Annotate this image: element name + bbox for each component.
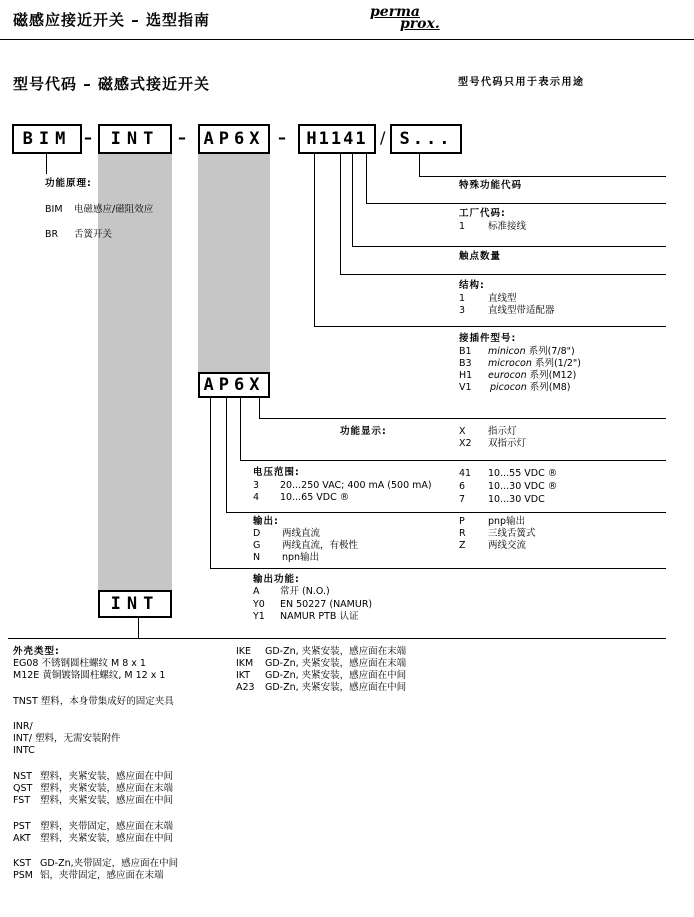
line — [366, 154, 367, 203]
code-box-bim: BIM — [12, 124, 82, 154]
code-dash: – — [178, 128, 186, 147]
connector-heading: 接插件型号: — [459, 333, 517, 344]
output-function-desc: 常开 (N.O.) — [280, 586, 330, 597]
housing-desc: 塑料，本身带集成好的固定夹具 — [40, 696, 174, 707]
display-desc: 双指示灯 — [488, 438, 527, 449]
housing-heading: 外壳类型: — [13, 646, 60, 657]
housing-desc: 黄铜镀铬圆柱螺纹, M 12 x 1 — [42, 670, 166, 681]
ap6x-gray-bar — [198, 154, 270, 372]
housing-desc: 塑料，无需安装附件 — [34, 733, 121, 744]
line — [210, 398, 211, 568]
structure-code: 1 — [459, 293, 466, 304]
factory-desc: 标准接线 — [488, 221, 527, 232]
housing-desc: 塑料，夹紧安装，感应面在中间 — [40, 795, 174, 806]
voltage-code: 3 — [253, 480, 260, 491]
page-title: 磁感应接近开关 – 选型指南 — [13, 11, 210, 29]
connector-code: H1 — [459, 370, 473, 381]
code-box-special: S... — [390, 124, 462, 154]
code-box-ap6x: AP6X — [198, 124, 270, 154]
housing-code: INT/ — [13, 733, 32, 744]
output-heading: 输出: — [253, 516, 279, 527]
output-code: N — [253, 552, 261, 563]
display-heading: 功能显示: — [340, 426, 387, 437]
connector-desc: 系列(1/2") — [534, 358, 582, 369]
housing-code: KST — [13, 858, 32, 869]
code-box-int: INT — [98, 124, 172, 154]
line — [314, 326, 666, 327]
voltage-desc: 10...65 VDC ® — [280, 492, 350, 503]
output-function-desc: NAMUR PTB 认证 — [280, 611, 359, 622]
output-code: Z — [459, 540, 466, 551]
connector-name: microcon — [488, 358, 532, 369]
housing-code: INTC — [13, 745, 35, 756]
voltage-desc: 10...55 VDC ® — [488, 468, 558, 479]
code-dash: – — [84, 128, 92, 147]
housing-code: QST — [13, 783, 33, 794]
housing-desc: GD-Zn,夹带固定，感应面在中间 — [40, 858, 179, 869]
voltage-desc: 20...250 VAC; 400 mA (500 mA) — [280, 480, 432, 491]
output-desc: 两线直流 — [282, 528, 321, 539]
connector-name: eurocon — [488, 370, 527, 381]
output-code: R — [459, 528, 466, 539]
structure-desc: 直线型带适配器 — [488, 305, 555, 316]
line — [240, 398, 241, 460]
housing-code: IKE — [236, 646, 252, 657]
housing-desc: GD-Zn, 夹紧安装，感应面在中间 — [265, 682, 407, 693]
connector-name: minicon — [488, 346, 526, 357]
factory-heading: 工厂代码: — [459, 208, 506, 219]
structure-code: 3 — [459, 305, 466, 316]
connector-desc: 系列(M12) — [529, 370, 577, 381]
line — [210, 568, 666, 569]
code-dash: – — [278, 128, 286, 147]
housing-desc: GD-Zn, 夹紧安装，感应面在末端 — [265, 646, 407, 657]
housing-desc: 塑料，夹紧安装，感应面在中间 — [40, 771, 174, 782]
line — [226, 512, 666, 513]
logo-top-text: perma — [370, 4, 420, 20]
housing-code: PST — [13, 821, 31, 832]
housing-desc: GD-Zn, 夹紧安装，感应面在中间 — [265, 670, 407, 681]
connector-desc: 系列(M8) — [529, 382, 571, 393]
voltage-code: 4 — [253, 492, 260, 503]
voltage-desc: 10...30 VDC ® — [488, 481, 558, 492]
line — [352, 246, 666, 247]
voltage-desc: 10...30 VDC — [488, 494, 545, 505]
line — [419, 176, 666, 177]
housing-code: INR/ — [13, 721, 33, 732]
housing-code: M12E — [13, 670, 40, 681]
output-function-desc: EN 50227 (NAMUR) — [280, 599, 373, 610]
display-code: X — [459, 426, 466, 437]
special-heading: 特殊功能代码 — [459, 180, 523, 191]
factory-code: 1 — [459, 221, 466, 232]
code-box-h1141: H1141 — [298, 124, 376, 154]
output-function-code: A — [253, 586, 260, 597]
connector-code: B1 — [459, 346, 472, 357]
housing-code: IKM — [236, 658, 254, 669]
section-subtitle: 型号代码 – 磁感式接近开关 — [13, 75, 210, 93]
line — [419, 154, 420, 176]
housing-code: PSM — [13, 870, 33, 881]
housing-code: TNST — [13, 696, 38, 707]
line — [46, 154, 47, 174]
housing-code: IKT — [236, 670, 251, 681]
display-desc: 指示灯 — [488, 426, 517, 437]
principle-desc: 舌簧开关 — [74, 229, 113, 240]
connector-code: B3 — [459, 358, 472, 369]
line — [314, 154, 315, 326]
code-slash: / — [380, 128, 386, 147]
structure-desc: 直线型 — [488, 293, 517, 304]
line — [226, 398, 227, 512]
housing-desc: 塑料，夹带固定，感应面在末端 — [40, 821, 174, 832]
line — [352, 154, 353, 246]
line — [340, 154, 341, 274]
housing-desc: 塑料，夹紧安装，感应面在末端 — [40, 783, 174, 794]
line — [259, 398, 260, 418]
line — [138, 618, 139, 638]
structure-heading: 结构: — [459, 280, 485, 291]
voltage-code: 41 — [459, 468, 472, 479]
housing-code: AKT — [13, 833, 31, 844]
principle-code: BR — [45, 229, 59, 240]
connector-name: picocon — [490, 382, 527, 393]
housing-code: EG08 — [13, 658, 39, 669]
housing-desc: 不锈钢圆柱螺纹 M 8 x 1 — [41, 658, 146, 669]
connector-desc: 系列(7/8") — [528, 346, 575, 357]
line — [240, 460, 666, 461]
logo-bottom-text: prox. — [400, 16, 440, 32]
brand-logo — [366, 4, 462, 34]
connector-code: V1 — [459, 382, 472, 393]
line — [340, 274, 666, 275]
output-function-heading: 输出功能: — [253, 574, 300, 585]
output-desc: 两线直流，有极性 — [282, 540, 359, 551]
principle-heading: 功能原理: — [45, 178, 92, 189]
housing-code: A23 — [236, 682, 255, 693]
display-code: X2 — [459, 438, 472, 449]
housing-desc: GD-Zn, 夹紧安装，感应面在末端 — [265, 658, 407, 669]
int-detail-box: INT — [98, 590, 172, 618]
housing-code: FST — [13, 795, 31, 806]
output-desc: 三线舌簧式 — [488, 528, 536, 539]
output-code: D — [253, 528, 261, 539]
line — [366, 203, 666, 204]
line — [259, 418, 666, 419]
header-divider — [0, 39, 694, 40]
principle-code: BIM — [45, 204, 63, 215]
housing-desc: 铝，夹带固定，感应面在末端 — [40, 870, 164, 881]
usage-note: 型号代码只用于表示用途 — [458, 77, 585, 88]
output-function-code: Y0 — [253, 599, 265, 610]
contacts-heading: 触点数量 — [459, 251, 502, 262]
housing-desc: 塑料，夹紧安装，感应面在中间 — [40, 833, 174, 844]
principle-desc: 电磁感应/磁阻效应 — [74, 204, 154, 215]
voltage-code: 6 — [459, 481, 466, 492]
output-code: P — [459, 516, 465, 527]
output-code: G — [253, 540, 261, 551]
output-desc: npn输出 — [282, 552, 320, 563]
voltage-heading: 电压范围: — [253, 467, 300, 478]
line — [8, 638, 666, 639]
output-desc: pnp输出 — [488, 516, 526, 527]
housing-code: NST — [13, 771, 32, 782]
output-desc: 两线交流 — [488, 540, 527, 551]
output-function-code: Y1 — [253, 611, 265, 622]
ap6x-detail-box: AP6X — [198, 372, 270, 398]
int-gray-bar — [98, 154, 172, 590]
voltage-code: 7 — [459, 494, 466, 505]
